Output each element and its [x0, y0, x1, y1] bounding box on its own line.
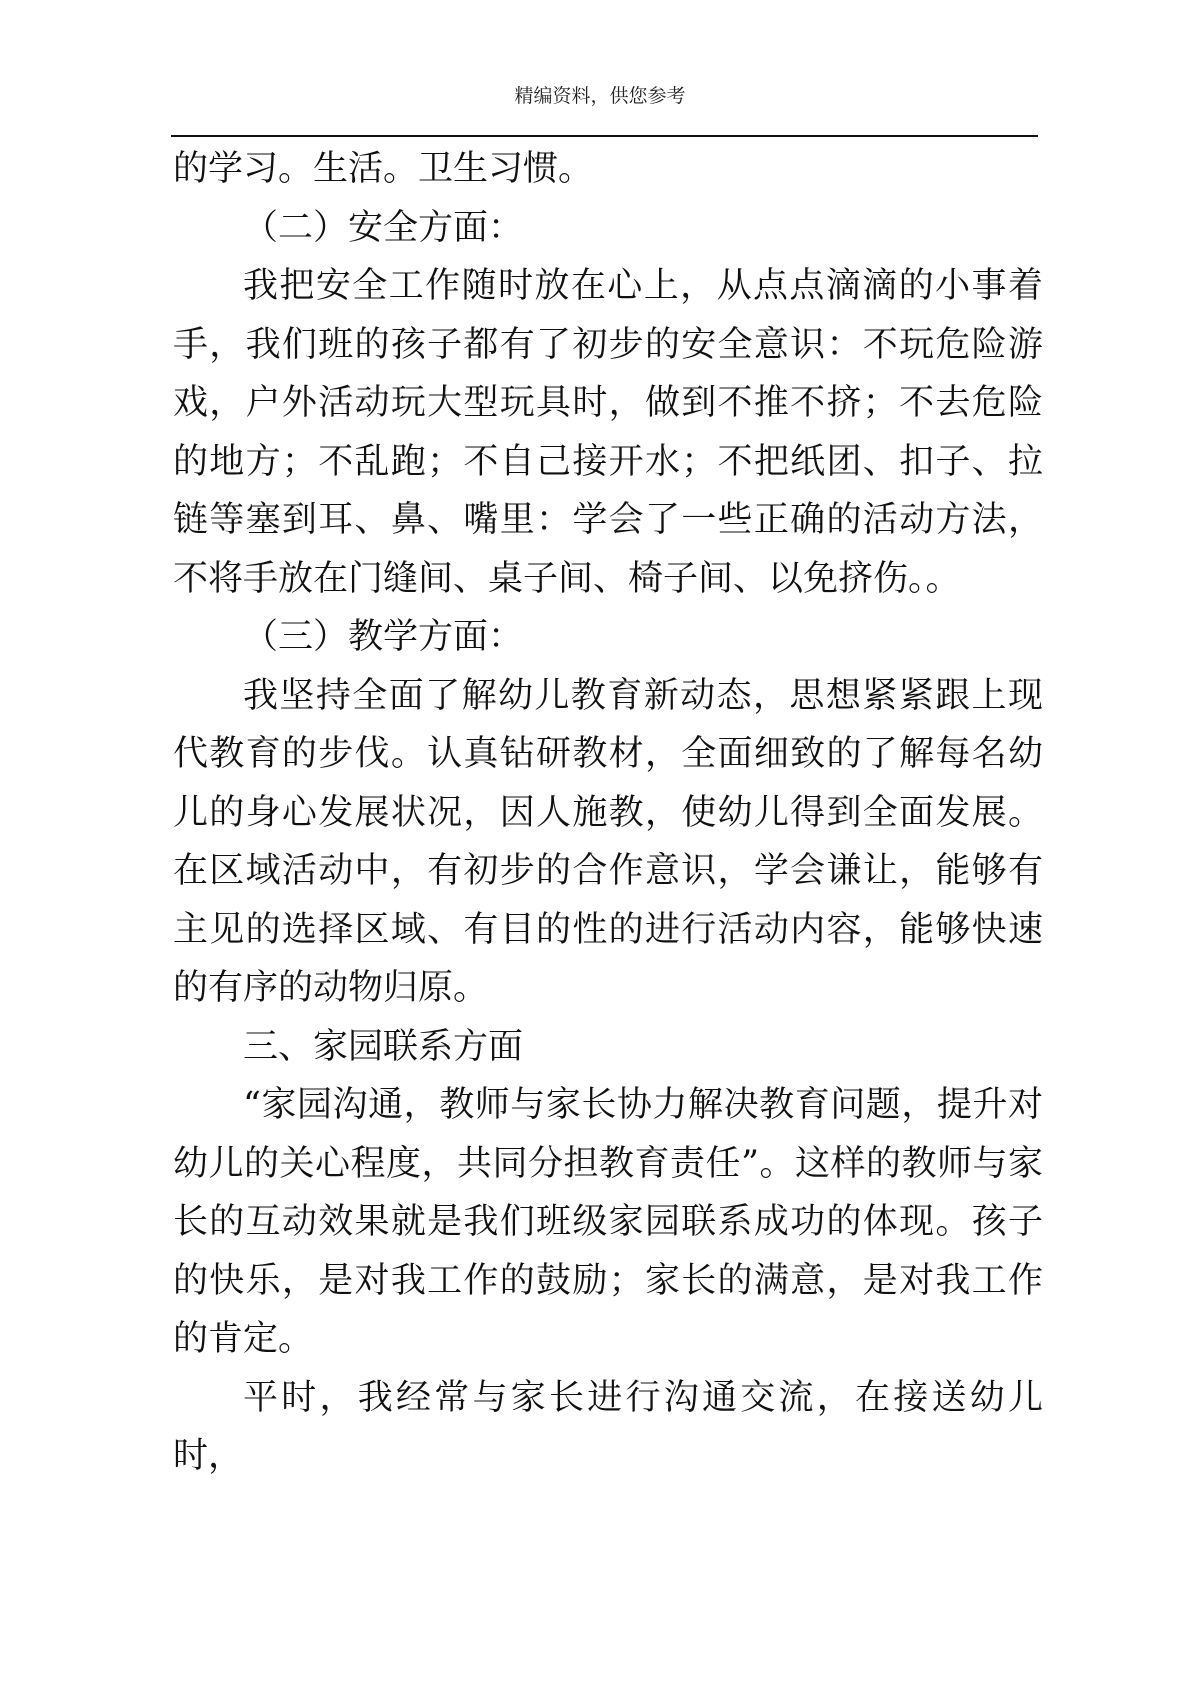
document-body — [173, 140, 1043, 1486]
section-heading-home-school: 三、家园联系方面 — [243, 1026, 524, 1067]
header-divider — [171, 135, 1038, 137]
paragraph-communication: 平时，我经常与家长进行沟通交流，在接送幼儿时， — [173, 1377, 1043, 1476]
page-header: 精编资料，供您参考 — [514, 85, 686, 107]
paragraph-continuation: 的学习。生活。卫生习惯。 — [173, 149, 594, 189]
paragraph-teaching: 我坚持全面了解幼儿教育新动态，思想紧紧跟上现代教育的步伐。认真钻研教材，全面细致的了解每名幼儿的身心发展状况，因人施教，使幼儿得到全面发展。在区域活动中，有初步的合作意识，学会谦让，能够有主见的选择区域、有目的性的进行活动内容，能够快速的有序的动物归原。 — [173, 675, 1043, 1008]
section-heading-safety: （二）安全方面： — [243, 207, 524, 248]
paragraph-safety: 我把安全工作随时放在心上，从点点滴滴的小事着手，我们班的孩子都有了初步的安全意识：不玩危险游戏，户外活动玩大型玩具时，做到不推不挤；不去危险的地方；不乱跑；不自己接开水；不把纸团、扣子、拉链等塞到耳、鼻、嘴里：学会了一些正确的活动方法，不将手放在门缝间、桌子间、椅子间、以免挤伤。。 — [173, 266, 1043, 599]
section-heading-teaching: （三）教学方面： — [243, 617, 524, 657]
paragraph-home-school: “家园沟通，教师与家长协力解决教育问题，提升对幼儿的关心程度，共同分担教育责任”。这样的教师与家长的互动效果就是我们班级家园联系成功的体现。孩子的快乐，是对我工作的鼓励；家长的满意，是对我工作的肯定。 — [173, 1085, 1043, 1359]
